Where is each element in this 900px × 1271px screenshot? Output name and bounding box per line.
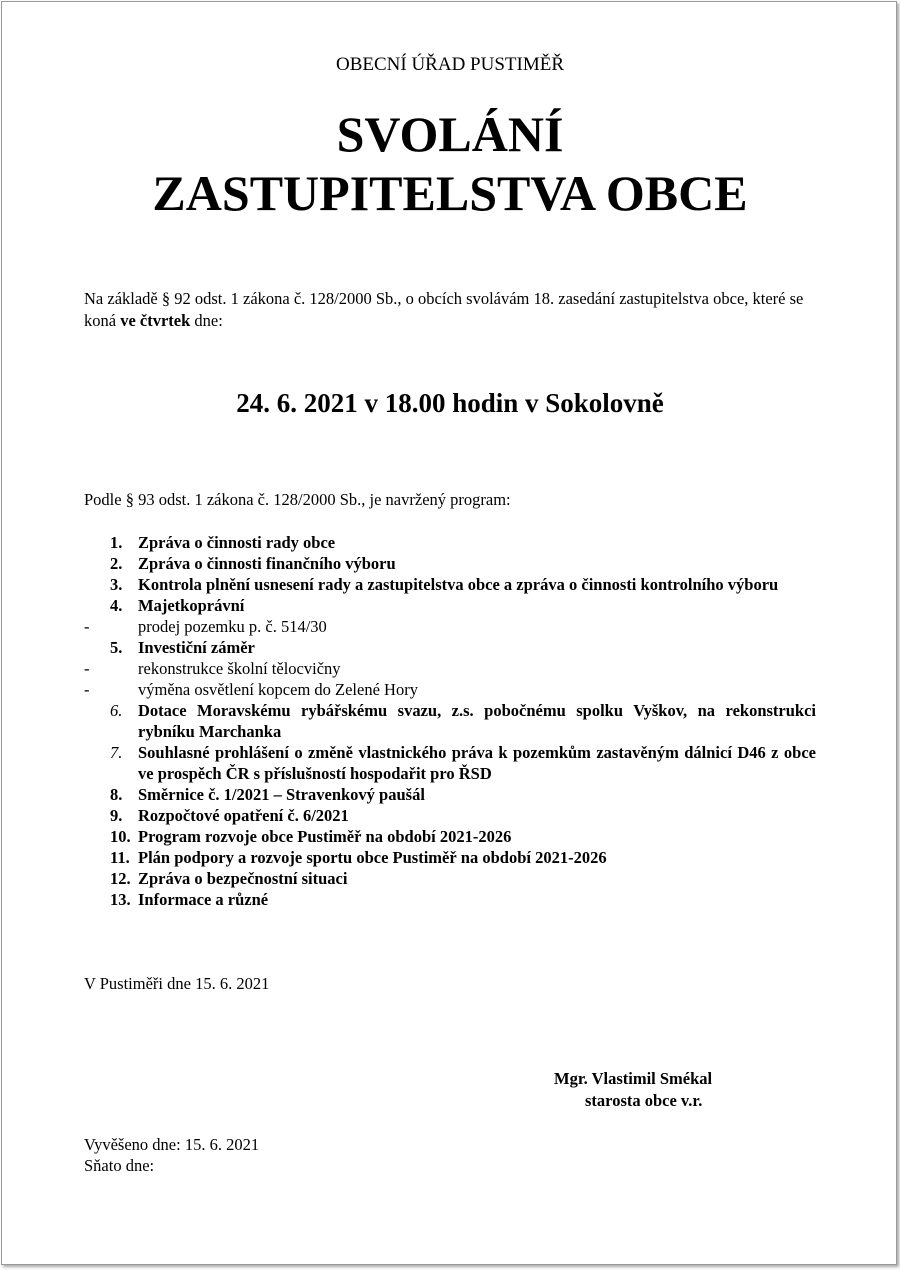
posted-date: Vyvěšeno dne: 15. 6. 2021 <box>84 1135 260 1154</box>
removed-date: Sňato dne: <box>84 1156 155 1175</box>
subitem-dash: - <box>84 617 90 636</box>
agenda-item-number: 2. <box>110 554 123 573</box>
place-date: V Pustiměři dne 15. 6. 2021 <box>84 974 270 993</box>
document-page <box>1 1 897 1265</box>
office-name: OBECNÍ ÚŘAD PUSTIMĚŘ <box>335 54 565 75</box>
meeting-datetime: 24. 6. 2021 v 18.00 hodin v Sokolovně <box>236 388 664 418</box>
agenda-item-number: 13. <box>110 890 131 909</box>
agenda-subitem-text: výměna osvětlení kopcem do Zelené Hory <box>138 680 418 699</box>
agenda-subitem <box>84 679 816 700</box>
agenda-item-number: 6. <box>110 701 123 720</box>
agenda-item-text: Informace a různé <box>138 890 269 909</box>
intro-text-1: Na základě § 92 odst. 1 zákona č. 128/2000 Sb., o obcích svolávám 18. zasedání zastupitelstva obce, které se koná <box>84 289 804 330</box>
agenda-item <box>110 532 816 553</box>
agenda-item-text: Majetkoprávní <box>138 596 245 615</box>
agenda-item <box>110 805 816 826</box>
agenda-item <box>110 889 816 910</box>
agenda-item-text: Plán podpory a rozvoje sportu obce Pustiměř na období 2021-2026 <box>138 848 607 867</box>
agenda-item <box>110 868 816 889</box>
intro-text-bold: ve čtvrtek <box>120 311 191 330</box>
agenda-item-number: 8. <box>110 785 123 804</box>
subitem-dash: - <box>84 659 90 678</box>
agenda-item-number: 10. <box>110 827 131 846</box>
title-line-2: ZASTUPITELSTVA OBCE <box>152 165 748 221</box>
agenda-item-text: Směrnice č. 1/2021 – Stravenkový paušál <box>138 785 425 804</box>
agenda-item <box>110 553 816 574</box>
agenda-subitem-text: rekonstrukce školní tělocvičny <box>138 659 341 678</box>
agenda-item-number: 3. <box>110 575 123 594</box>
agenda-list <box>84 532 816 910</box>
intro-paragraph <box>84 288 819 332</box>
agenda-item-text: Dotace Moravskému rybářskému svazu, z.s. pobočnému spolku Vyškov, na rekonstrukci rybníku Marchanka <box>138 701 816 741</box>
agenda-item-number: 7. <box>110 743 123 762</box>
agenda-item-text: Kontrola plnění usnesení rady a zastupitelstva obce a zpráva o činnosti kontrolního výboru <box>138 575 779 594</box>
agenda-item-text: Program rozvoje obce Pustiměř na období 2021-2026 <box>138 827 512 846</box>
program-intro: Podle § 93 odst. 1 zákona č. 128/2000 Sb., je navržený program: <box>84 490 511 509</box>
agenda-item-number: 5. <box>110 638 123 657</box>
agenda-item-number: 4. <box>110 596 123 615</box>
agenda-item-number: 12. <box>110 869 131 888</box>
agenda-item <box>110 595 816 616</box>
agenda-subitem-text: prodej pozemku p. č. 514/30 <box>138 617 327 636</box>
title-line-1: SVOLÁNÍ <box>336 106 564 162</box>
agenda-item <box>110 700 816 742</box>
agenda-item-text: Zpráva o činnosti finančního výboru <box>138 554 396 573</box>
agenda-item <box>110 784 816 805</box>
agenda-item-number: 1. <box>110 533 123 552</box>
agenda-item <box>110 742 816 784</box>
agenda-item-text: Souhlasné prohlášení o změně vlastnického práva k pozemkům zastavěným dálnicí D46 z obce ve prospěch ČR s příslušností hospodařit pro ŘSD <box>138 743 816 783</box>
agenda-item <box>110 826 816 847</box>
agenda-item <box>110 574 816 595</box>
agenda-item-number: 11. <box>110 848 130 867</box>
agenda-subitem <box>84 616 816 637</box>
agenda-item-text: Rozpočtové opatření č. 6/2021 <box>138 806 349 825</box>
agenda-item <box>110 637 816 658</box>
agenda-subitem <box>84 658 816 679</box>
posting-info <box>84 1134 259 1176</box>
subitem-dash: - <box>84 680 90 699</box>
agenda-item-text: Zpráva o činnosti rady obce <box>138 533 336 552</box>
intro-text-2: dne: <box>190 311 223 330</box>
signatory-name: Mgr. Vlastimil Smékal <box>554 1069 713 1088</box>
agenda-item-number: 9. <box>110 806 123 825</box>
agenda-item <box>110 847 816 868</box>
agenda-item-text: Zpráva o bezpečnostní situaci <box>138 869 348 888</box>
signatory-role: starosta obce v.r. <box>585 1091 703 1110</box>
agenda-item-text: Investiční záměr <box>138 638 255 657</box>
signature-block <box>554 1068 712 1112</box>
